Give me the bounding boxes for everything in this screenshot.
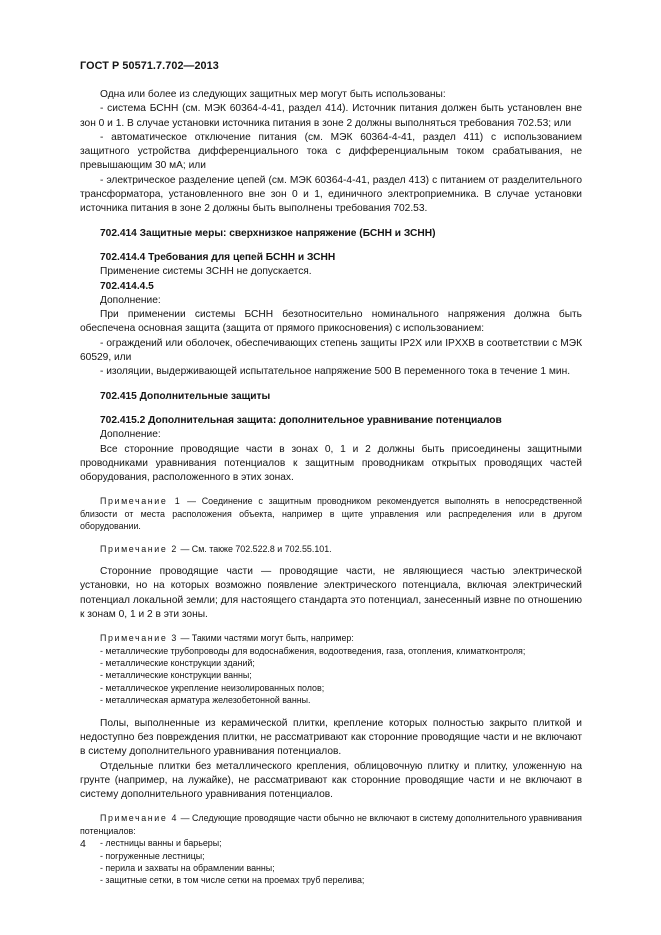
paragraph: Сторонние проводящие части — проводящие части, не являющиеся частью электрической установки, но на которых возможно появление электрического потенциала, включая электрический потенциал локальной земли; для настоящего стандарта это потенциал, занесенный извне по отношению к зонам 0, 1 и 2 в эти зоны. [80, 566, 582, 620]
note-label: Примечание 2 [100, 543, 178, 554]
list-item: - ограждений или оболочек, обеспечивающих степень защиты IP2X или IPXXB в соответствии с МЭК 60529, или [80, 337, 582, 364]
note-list-item: - лестницы ванны и барьеры; [100, 838, 222, 849]
note-3 [80, 632, 582, 644]
paragraph: Дополнение: [100, 429, 161, 441]
subsection-heading-702-414-4: 702.414.4 Требования для цепей БСНН и ЗСНН [100, 251, 336, 263]
note-list-item: - металлическое укрепление неизолированных полов; [100, 682, 325, 693]
note-label: Примечание 1 [100, 496, 182, 507]
note-4 [80, 812, 582, 837]
note-text: — Следующие проводящие части обычно не включают в систему дополнительного уравнивания потенциалов: [80, 813, 582, 836]
note-label: Примечание 4 [100, 813, 179, 824]
document-header: ГОСТ Р 50571.7.702—2013 [80, 60, 219, 72]
section-heading-702-415: 702.415 Дополнительные защиты [100, 390, 271, 402]
note-list-item: - металлические трубопроводы для водоснабжения, водоотведения, газа, отопления, климатконтроля; [100, 645, 526, 656]
paragraph: Все сторонние проводящие части в зонах 0, 1 и 2 должны быть присоединены защитными проводниками уравнивания потенциалов к защитным проводникам открытых проводящих частей оборудования, расположенного в этих зонах. [80, 443, 582, 484]
list-item: - автоматическое отключение питания (см. МЭК 60364-4-41, раздел 411) с использованием защитного устройства дифференциального тока с дифференциальным током срабатывания, не превышающим 30 мА; или [80, 131, 582, 172]
note-list-item: - металлические конструкции ванны; [100, 670, 252, 681]
note-list-item: - защитные сетки, в том числе сетки на проемах труб перелива; [100, 875, 365, 886]
page-number: 4 [80, 838, 86, 850]
note-list-item: - погруженные лестницы; [100, 850, 205, 861]
paragraph: Дополнение: [100, 294, 161, 306]
note-text: — Такими частями могут быть, например: [177, 633, 354, 644]
section-heading-702-414: 702.414 Защитные меры: сверхнизкое напряжение (БСНН и ЗСНН) [100, 227, 436, 239]
note-1 [80, 495, 582, 532]
note-list-item: - перила и захваты на обрамлении ванны; [100, 863, 275, 874]
note-text: — См. также 702.522.8 и 702.55.101. [177, 543, 332, 554]
note-2 [80, 543, 582, 555]
clause-heading-702-414-4-5: 702.414.4.5 [100, 280, 154, 292]
paragraph: Полы, выполненные из керамической плитки, крепление которых полностью закрыто плиткой и недоступно без повреждения плитки, не рассматривают как сторонние проводящие части и не включают в систему дополнительного уравнивания потенциалов. [80, 717, 582, 758]
list-item: - электрическое разделение цепей (см. МЭК 60364-4-41, раздел 413) с питанием от разделительного трансформатора, установленного вне зон 0 и 1, единичного электроприемника. В случае установки источника питания в зоне 2 должны быть выполнены требования 702.53. [80, 174, 582, 215]
note-list-item: - металлические конструкции зданий; [100, 658, 255, 669]
paragraph: При применении системы БСНН безотносительно номинального напряжения должна быть обеспечена основная защита (защита от прямого прикосновения) с использованием: [80, 309, 582, 335]
subsection-heading-702-415-2: 702.415.2 Дополнительная защита: дополнительное уравнивание потенциалов [100, 414, 502, 426]
paragraph: Отдельные плитки без металлического крепления, облицовочную плитку и плитку, уложенную на грунте (например, на лужайке), не рассматривают как сторонние проводящие части и не включают в систему дополнительного уравнивания потенциалов. [80, 760, 582, 801]
note-text: — Соединение с защитным проводником рекомендуется выполнять в непосредственной близости от места расположения объекта, например в щите управления или распределения или в другом оборудовании. [80, 496, 582, 532]
note-label: Примечание 3 [100, 633, 178, 644]
note-list-item: - металлическая арматура железобетонной ванны. [100, 695, 311, 706]
page-content [80, 88, 582, 887]
list-item: - изоляции, выдерживающей испытательное напряжение 500 В переменного тока в течение 1 мин. [100, 366, 571, 378]
list-item: - система БСНН (см. МЭК 60364-4-41, раздел 414). Источник питания должен быть установлен вне зон 0 и 1. В случае установки источника питания в зоне 2 должны выполняться требования 702.53; или [80, 103, 582, 129]
paragraph: Одна или более из следующих защитных мер могут быть использованы: [100, 89, 446, 100]
paragraph: Применение системы ЗСНН не допускается. [100, 266, 312, 278]
